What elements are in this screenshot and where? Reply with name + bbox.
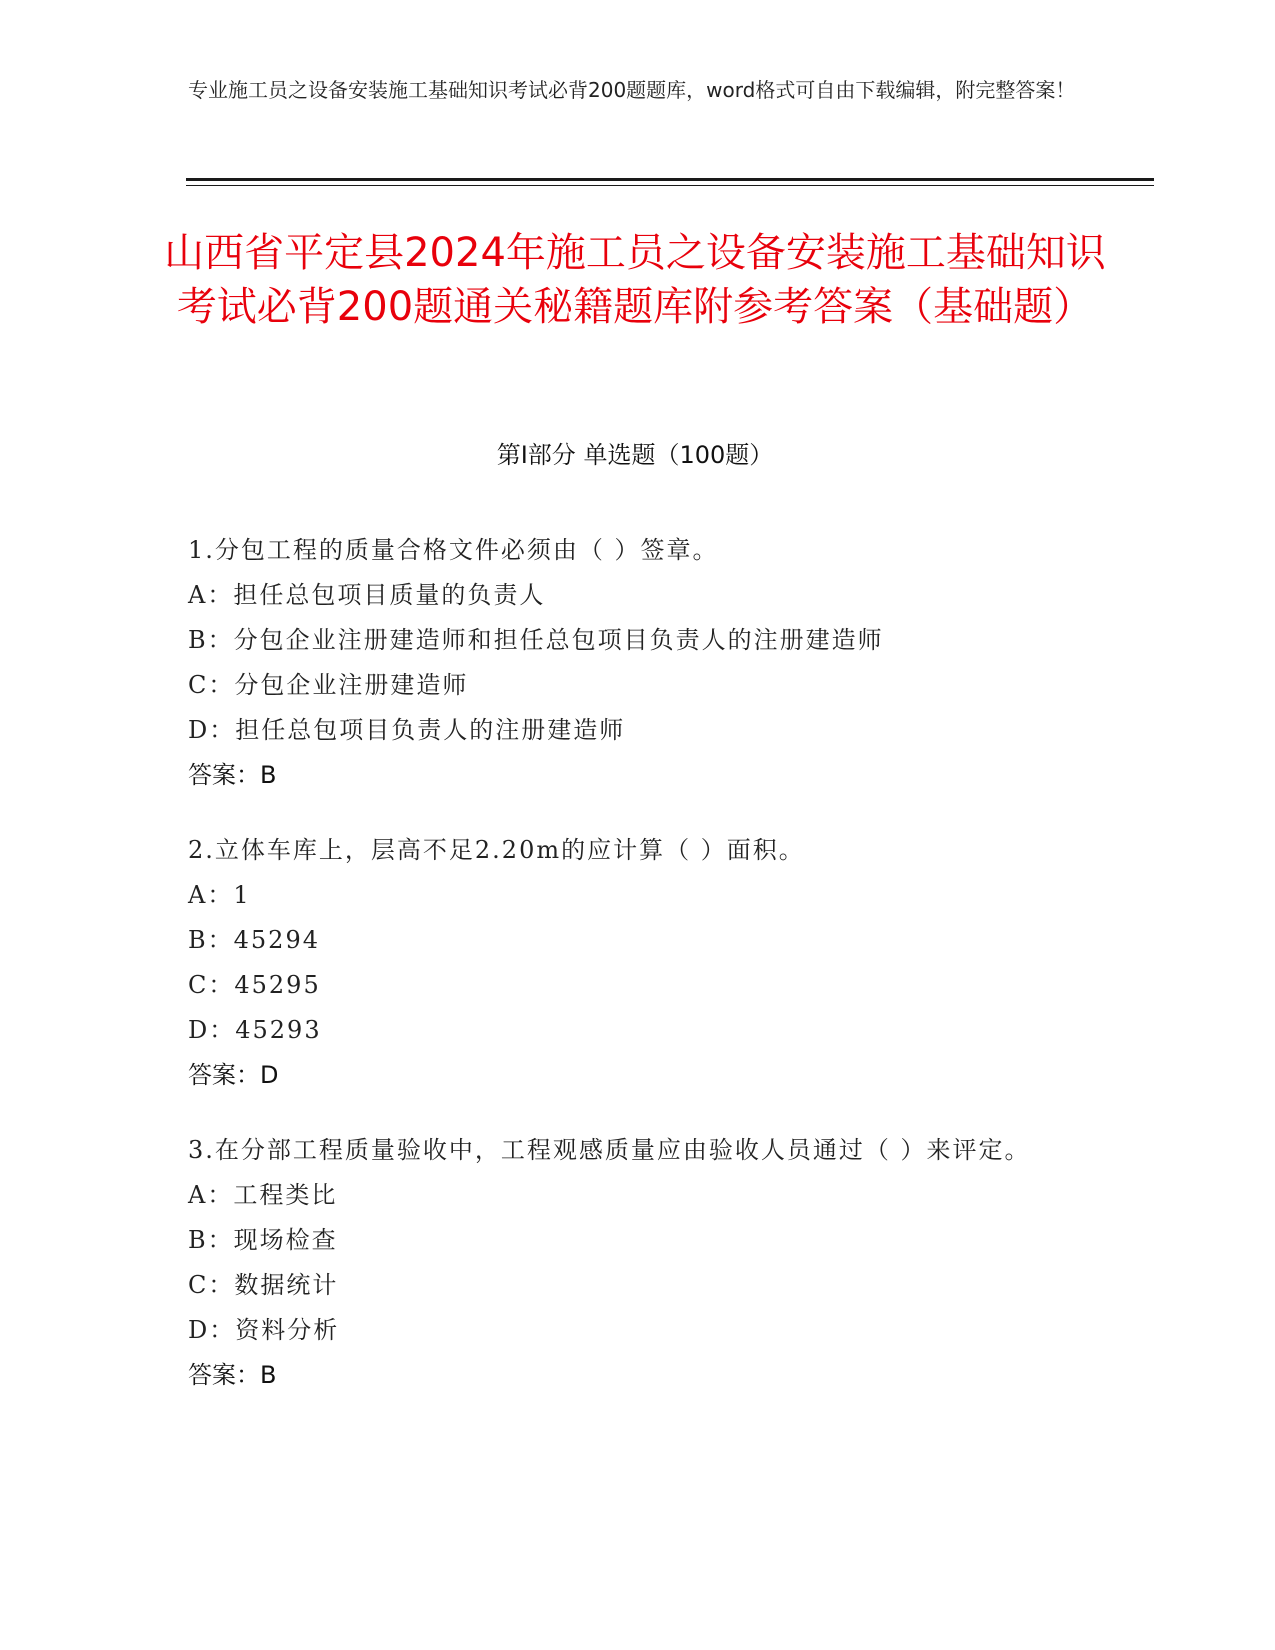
option-d: D：45293 [188, 1016, 322, 1044]
option-a: A：1 [188, 881, 251, 909]
question-list [188, 528, 1088, 1428]
question-3 [188, 1128, 1088, 1398]
document-title: 山西省平定县2024年施工员之设备安装施工基础知识考试必背200题通关秘籍题库附参考答案（基础题） [164, 230, 1106, 330]
option-b: B：45294 [188, 926, 320, 954]
option-a: A：工程类比 [188, 1181, 338, 1209]
option-d: D：担任总包项目负责人的注册建造师 [188, 716, 626, 744]
option-c: C：数据统计 [188, 1271, 339, 1299]
option-d: D：资料分析 [188, 1316, 340, 1344]
option-b: B：分包企业注册建造师和担任总包项目负责人的注册建造师 [188, 626, 884, 654]
answer: 答案：D [188, 1061, 279, 1089]
option-c: C：分包企业注册建造师 [188, 671, 469, 699]
question-stem: 3.在分部工程质量验收中，工程观感质量应由验收人员通过（ ）来评定。 [188, 1136, 1031, 1164]
section-title: 第I部分 单选题（100题） [496, 441, 774, 469]
question-1 [188, 528, 1088, 798]
option-a: A：担任总包项目质量的负责人 [188, 581, 546, 609]
question-2 [188, 828, 1088, 1098]
option-c: C：45295 [188, 971, 321, 999]
answer: 答案：B [188, 761, 277, 789]
answer: 答案：B [188, 1361, 277, 1389]
header-divider-thick [186, 178, 1154, 181]
question-stem: 2.立体车库上，层高不足2.20m的应计算（ ）面积。 [188, 836, 805, 864]
option-b: B：现场检查 [188, 1226, 338, 1254]
question-stem: 1.分包工程的质量合格文件必须由（ ）签章。 [188, 536, 719, 564]
header-note: 专业施工员之设备安装施工基础知识考试必背200题题库，word格式可自由下载编辑，附完整答案！ [188, 78, 1076, 102]
header-divider-thin [186, 185, 1154, 186]
